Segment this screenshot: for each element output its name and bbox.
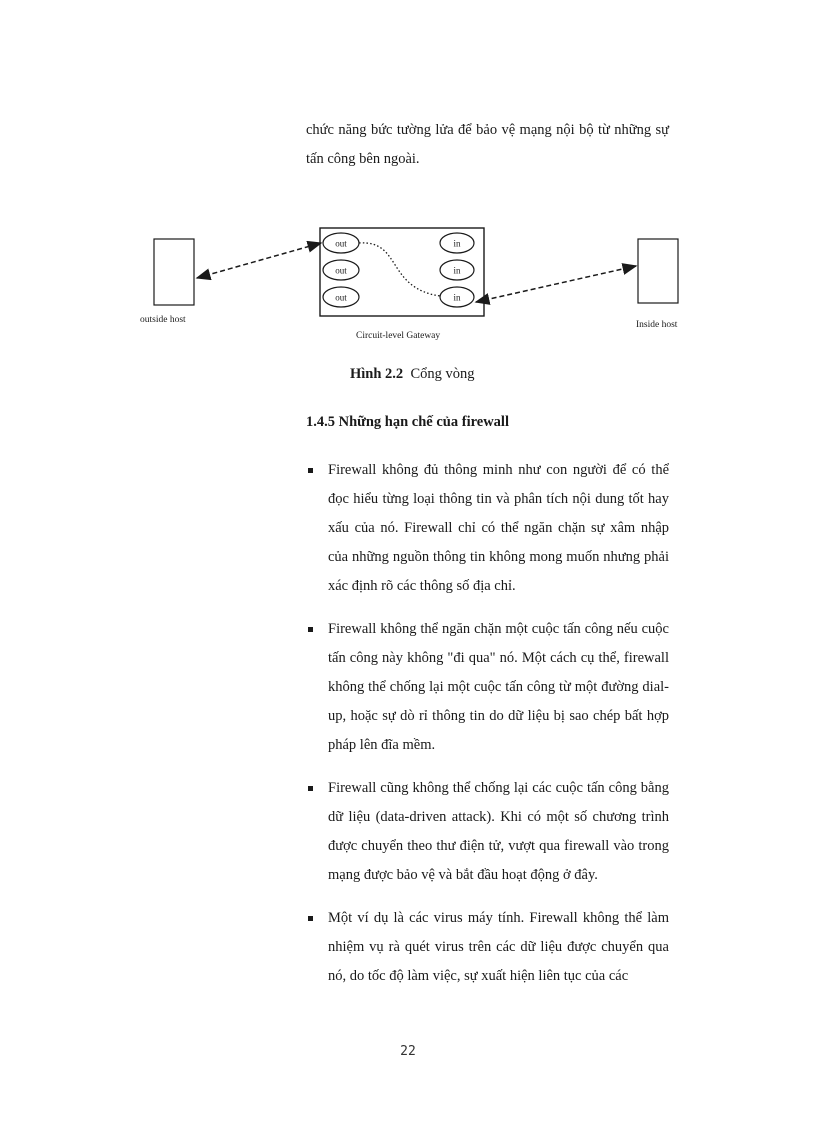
in-port-label: in: [453, 265, 461, 276]
in-port-label: in: [453, 238, 461, 249]
section-heading: 1.4.5 Những hạn chế của firewall: [306, 414, 509, 430]
limitations-list: [306, 456, 669, 1005]
list-item-text: Firewall không đủ thông minh như con người để có thể đọc hiểu từng loại thông tin và phân tích nội dung tốt hay xấu của nó. Firewall chỉ có thể ngăn chặn sự xâm nhập của những nguồn thông tin không mong muốn nhưng phải xác định rõ các thông số địa chỉ.: [328, 462, 669, 594]
intro-paragraph: chức năng bức tường lửa để bảo vệ mạng nội bộ từ những sự tấn công bên ngoài.: [306, 122, 669, 167]
list-item-text: Một ví dụ là các virus máy tính. Firewall không thể làm nhiệm vụ rà quét virus trên các dữ liệu được chuyển qua nó, do tốc độ làm việc, sự xuất hiện liên tục của các: [328, 910, 669, 984]
inside-host-label: Inside host: [636, 320, 678, 330]
square-bullet-icon: [308, 627, 313, 632]
outside-connection-arrow: [197, 243, 321, 278]
square-bullet-icon: [308, 786, 313, 791]
out-port-label: out: [335, 265, 347, 276]
internal-relay-connection: [359, 243, 440, 296]
out-port-label: out: [335, 292, 347, 303]
figure-number: Hình 2.2: [350, 366, 404, 382]
list-item: [306, 615, 669, 760]
square-bullet-icon: [308, 468, 313, 473]
outside-host-box: [154, 239, 194, 305]
outside-host-label: outside host: [140, 315, 186, 325]
inside-host-box: [638, 239, 678, 303]
figure-caption: [350, 366, 474, 383]
figure-caption-text: Cổng vòng: [410, 366, 475, 382]
in-port-label: in: [453, 292, 461, 303]
list-item: [306, 904, 669, 991]
list-item: [306, 456, 669, 601]
list-item-text: Firewall không thể ngăn chặn một cuộc tấn công nếu cuộc tấn công này không "đi qua" nó. Một cách cụ thể, firewall không thể chống lại một cuộc tấn công từ một đường dial-up, hoặc sự dò rỉ thông tin do dữ liệu bị sao chép bất hợp pháp lên đĩa mềm.: [328, 621, 669, 753]
circuit-gateway-diagram: [140, 222, 700, 350]
page-number: 22: [400, 1044, 416, 1059]
list-item-text: Firewall cũng không thể chống lại các cuộc tấn công bằng dữ liệu (data-driven attack). Khi có một số chương trình được chuyển theo thư điện tử, vượt qua firewall vào trong mạng được bảo vệ và bắt đầu hoạt động ở đây.: [328, 780, 669, 883]
gateway-label: Circuit-level Gateway: [356, 331, 441, 341]
square-bullet-icon: [308, 916, 313, 921]
out-port-label: out: [335, 238, 347, 249]
inside-connection-arrow: [476, 266, 636, 302]
list-item: [306, 774, 669, 890]
